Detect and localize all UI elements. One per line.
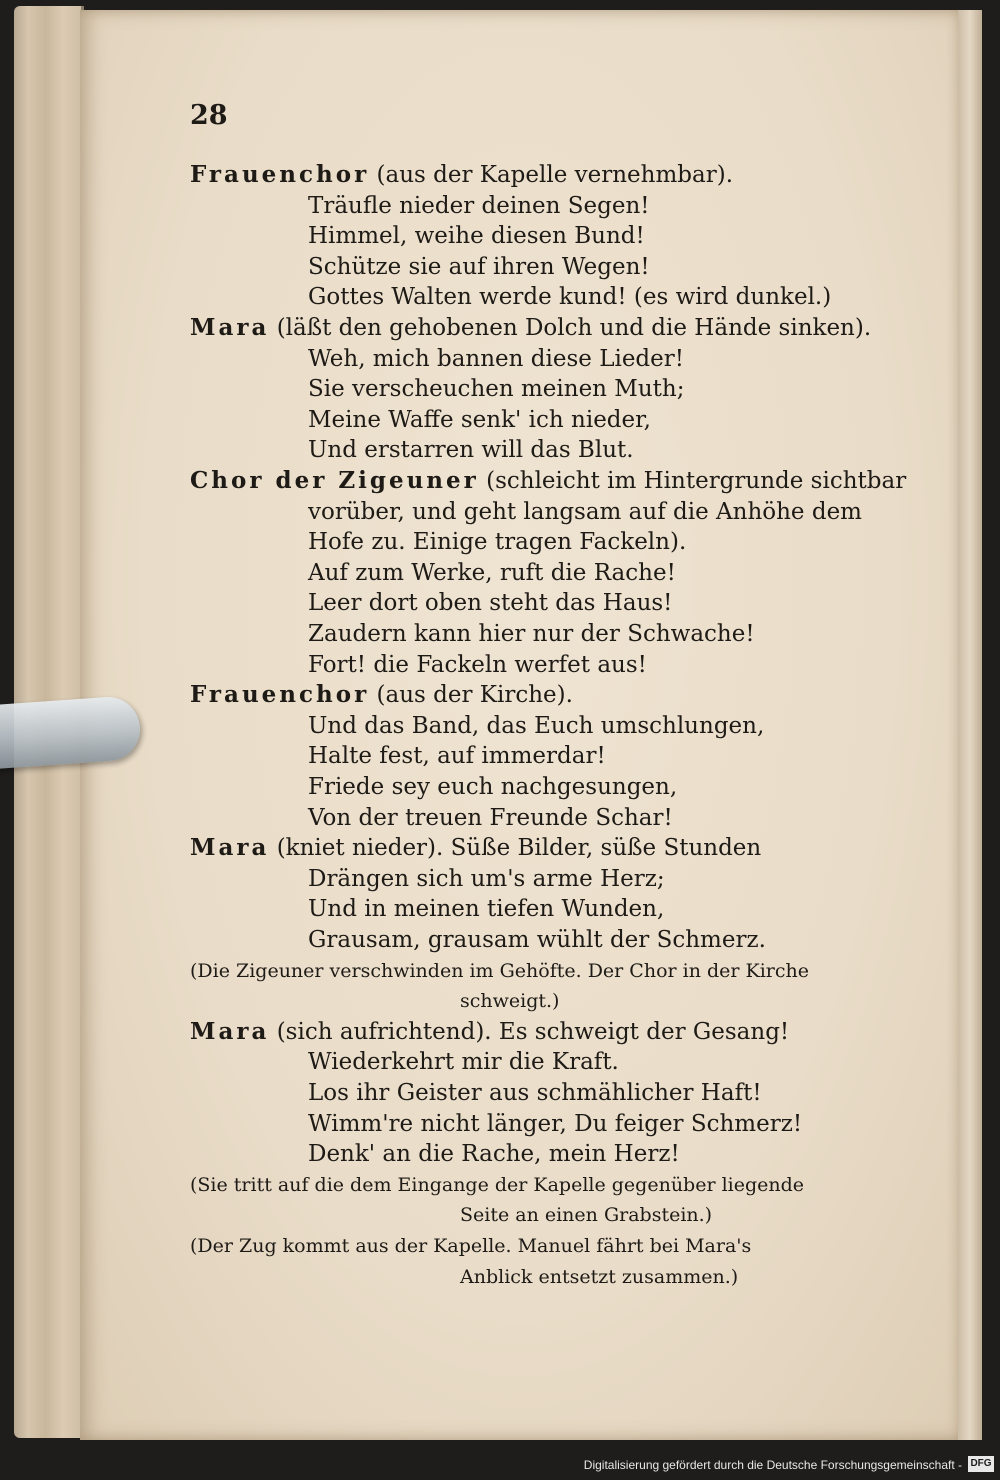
speaker-line <box>190 1017 789 1047</box>
speaker-line <box>190 160 733 190</box>
verse-line: Von der treuen Freunde Schar! <box>308 804 673 831</box>
speaker-direction: (sich aufrichtend). Es schweigt der Gesang! <box>269 1018 790 1045</box>
facing-page-edge <box>958 10 982 1440</box>
verse-line: Schütze sie auf ihren Wegen! <box>308 253 650 280</box>
speaker-name: Mara <box>190 1017 270 1045</box>
verse-line: Träufle nieder deinen Segen! <box>308 192 650 219</box>
verse-line: Fort! die Fackeln werfet aus! <box>308 651 647 678</box>
verse-line: Und erstarren will das Blut. <box>308 437 634 464</box>
verse-line: Auf zum Werke, ruft die Rache! <box>308 559 676 586</box>
speaker-direction: (läßt den gehobenen Dolch und die Hände sinken). <box>269 315 872 341</box>
footer-credit: Digitalisierung gefördert durch die Deutsche Forschungsgemeinschaft - <box>583 1458 962 1472</box>
page-clip <box>0 695 142 769</box>
speaker-direction: (kniet nieder). Süße Bilder, süße Stunden <box>269 835 762 862</box>
footer-bar <box>0 1448 1000 1480</box>
verse-line: Und das Band, das Euch umschlungen, <box>308 712 765 739</box>
verse-line: Los ihr Geister aus schmählicher Haft! <box>308 1080 762 1106</box>
speaker-line <box>190 313 871 343</box>
verse-line: Leer dort oben steht das Haus! <box>308 590 673 617</box>
verse-line: vorüber, und geht langsam auf die Anhöhe dem <box>308 498 862 525</box>
speaker-name: Mara <box>190 834 270 862</box>
speaker-direction: (schleicht im Hintergrunde sichtbar <box>478 468 907 494</box>
speaker-name: Frauenchor <box>190 161 370 188</box>
speaker-line <box>190 466 906 496</box>
speaker-name: Frauenchor <box>190 681 370 709</box>
stage-direction-cont: schweigt.) <box>460 990 560 1013</box>
speaker-direction: (aus der Kirche). <box>369 682 573 709</box>
speaker-name: Mara <box>190 314 270 341</box>
verse-line: Friede sey euch nachgesungen, <box>308 774 678 800</box>
verse-line: Himmel, weihe diesen Bund! <box>308 223 645 250</box>
verse-line: Sie verscheuchen meinen Muth; <box>308 376 685 403</box>
verse-line: Meine Waffe senk' ich nieder, <box>308 406 651 433</box>
dfg-logo: DFG <box>968 1456 994 1472</box>
verse-line: Drängen sich um's arme Herz; <box>308 865 665 892</box>
verse-line: Zaudern kann hier nur der Schwache! <box>308 621 755 647</box>
speaker-name: Chor der Zigeuner <box>190 467 479 494</box>
page-number: 28 <box>190 100 228 131</box>
verse-line: Wimm're nicht länger, Du feiger Schmerz! <box>308 1110 803 1137</box>
stage-direction: (Sie tritt auf die dem Eingange der Kapelle gegenüber liegende <box>190 1173 805 1196</box>
stage-direction: (Der Zug kommt aus der Kapelle. Manuel fährt bei Mara's <box>190 1235 752 1257</box>
verse-line: Halte fest, auf immerdar! <box>308 743 606 770</box>
verse-line: Hofe zu. Einige tragen Fackeln). <box>308 529 687 556</box>
speaker-line <box>190 833 761 863</box>
stage-direction-cont: Seite an einen Grabstein.) <box>460 1204 713 1227</box>
stage-direction: (Die Zigeuner verschwinden im Gehöfte. Der Chor in der Kirche <box>190 959 809 982</box>
verse-line: Grausam, grausam wühlt der Schmerz. <box>308 927 766 953</box>
verse-line: Und in meinen tiefen Wunden, <box>308 896 665 923</box>
verse-line: Weh, mich bannen diese Lieder! <box>308 345 685 372</box>
verse-line: Denk' an die Rache, mein Herz! <box>308 1141 680 1168</box>
stage-direction-cont: Anblick entsetzt zusammen.) <box>460 1265 739 1288</box>
verse-line: Gottes Walten werde kund! (es wird dunkel.) <box>308 284 832 311</box>
verse-line: Wiederkehrt mir die Kraft. <box>308 1049 619 1076</box>
speaker-line <box>190 680 573 710</box>
speaker-direction: (aus der Kapelle vernehmbar). <box>369 162 734 188</box>
